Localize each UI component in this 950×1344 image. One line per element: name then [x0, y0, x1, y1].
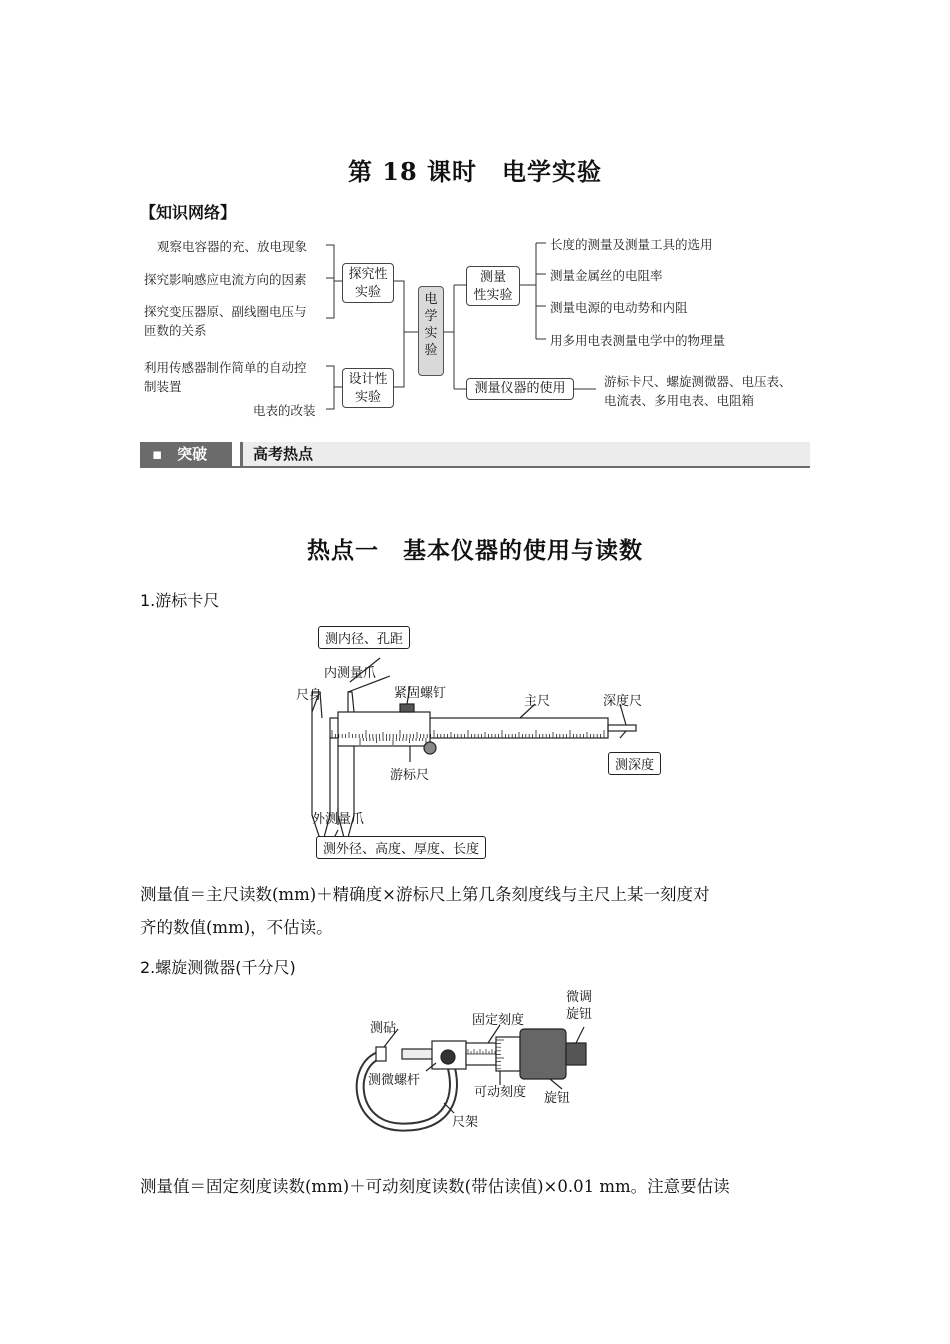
measure-outer-diameter-label: 测外径、高度、厚度、长度	[316, 836, 486, 859]
measure-depth-label: 测深度	[608, 752, 661, 775]
network-item: 利用传感器制作简单的自动控	[144, 360, 307, 375]
lock-screw-label: 紧固螺钉	[394, 686, 447, 701]
movable-scale-label: 可动刻度	[474, 1085, 527, 1100]
page-title: 第 18 课时 电学实验	[347, 157, 603, 186]
main-scale-label: 主尺	[524, 694, 551, 709]
network-item: 电表的改装	[253, 403, 316, 418]
banner-left: ▪ 突破	[140, 442, 232, 466]
network-item: 探究变压器原、副线圈电压与	[144, 304, 307, 319]
network-item: 制装置	[144, 379, 182, 394]
micrometer-figure	[340, 985, 630, 1135]
vernier-scale-label: 游标尺	[390, 768, 430, 783]
network-item: 游标卡尺、螺旋测微器、电压表、	[604, 374, 792, 389]
network-item: 匝数的关系	[144, 323, 207, 338]
breakthrough-banner	[140, 442, 810, 468]
spindle-label: 测微螺杆	[368, 1073, 421, 1088]
vernier-caliper-drawing	[290, 620, 660, 865]
ruler-body-label: 尺身	[296, 688, 323, 703]
network-item: 测量电源的电动势和内阻	[550, 300, 688, 315]
anvil-label: 测砧	[370, 1021, 397, 1036]
micro-adjust-knob-label: 微调 旋钮	[566, 990, 593, 1022]
micrometer-reading-formula: 测量值＝固定刻度读数(mm)＋可动刻度读数(带估读值)×0.01 mm。注意要估读	[140, 1177, 730, 1196]
caliper-reading-formula: 测量值＝主尺读数(mm)＋精确度×游标尺上第几条刻度线与主尺上某一刻度对 齐的数值(mm)，不估读。	[140, 885, 710, 937]
knowledge-network-label: 【知识网络】	[140, 203, 237, 222]
network-item: 探究影响感应电流方向的因素	[144, 272, 307, 287]
instrument-usage-box: 测量仪器的使用	[466, 378, 574, 400]
depth-rod-label: 深度尺	[603, 694, 643, 709]
explore-experiment-box: 探究性 实验	[342, 263, 394, 303]
banner-underline	[140, 466, 810, 468]
hotspot-title: 热点一 基本仪器的使用与读数	[307, 537, 643, 564]
design-experiment-box: 设计性 实验	[342, 368, 394, 408]
banner-right: 高考热点	[240, 442, 810, 466]
frame-label: 尺架	[452, 1115, 479, 1130]
network-item: 观察电容器的充、放电现象	[157, 239, 308, 254]
fixed-scale-label: 固定刻度	[472, 1013, 525, 1028]
network-item: 电流表、多用电表、电阻箱	[604, 393, 755, 408]
knowledge-network	[0, 0, 950, 430]
network-item: 用多用电表测量电学中的物理量	[550, 333, 726, 348]
section-heading: 1.游标卡尺	[140, 591, 220, 610]
network-connectors	[0, 0, 950, 430]
measure-inner-diameter-label: 测内径、孔距	[318, 626, 410, 649]
measurement-experiment-box: 测量 性实验	[466, 266, 520, 306]
section-heading: 2.螺旋测微器(千分尺)	[140, 958, 296, 977]
vernier-caliper-figure	[290, 620, 660, 865]
network-item: 长度的测量及测量工具的选用	[550, 237, 713, 252]
inner-jaw-label: 内测量爪	[324, 666, 377, 681]
electrical-experiment-center: 电 学 实 验	[418, 286, 444, 376]
knob-label: 旋钮	[544, 1091, 571, 1106]
outer-jaw-label: 外测量爪	[312, 812, 365, 827]
network-item: 测量金属丝的电阻率	[550, 268, 663, 283]
